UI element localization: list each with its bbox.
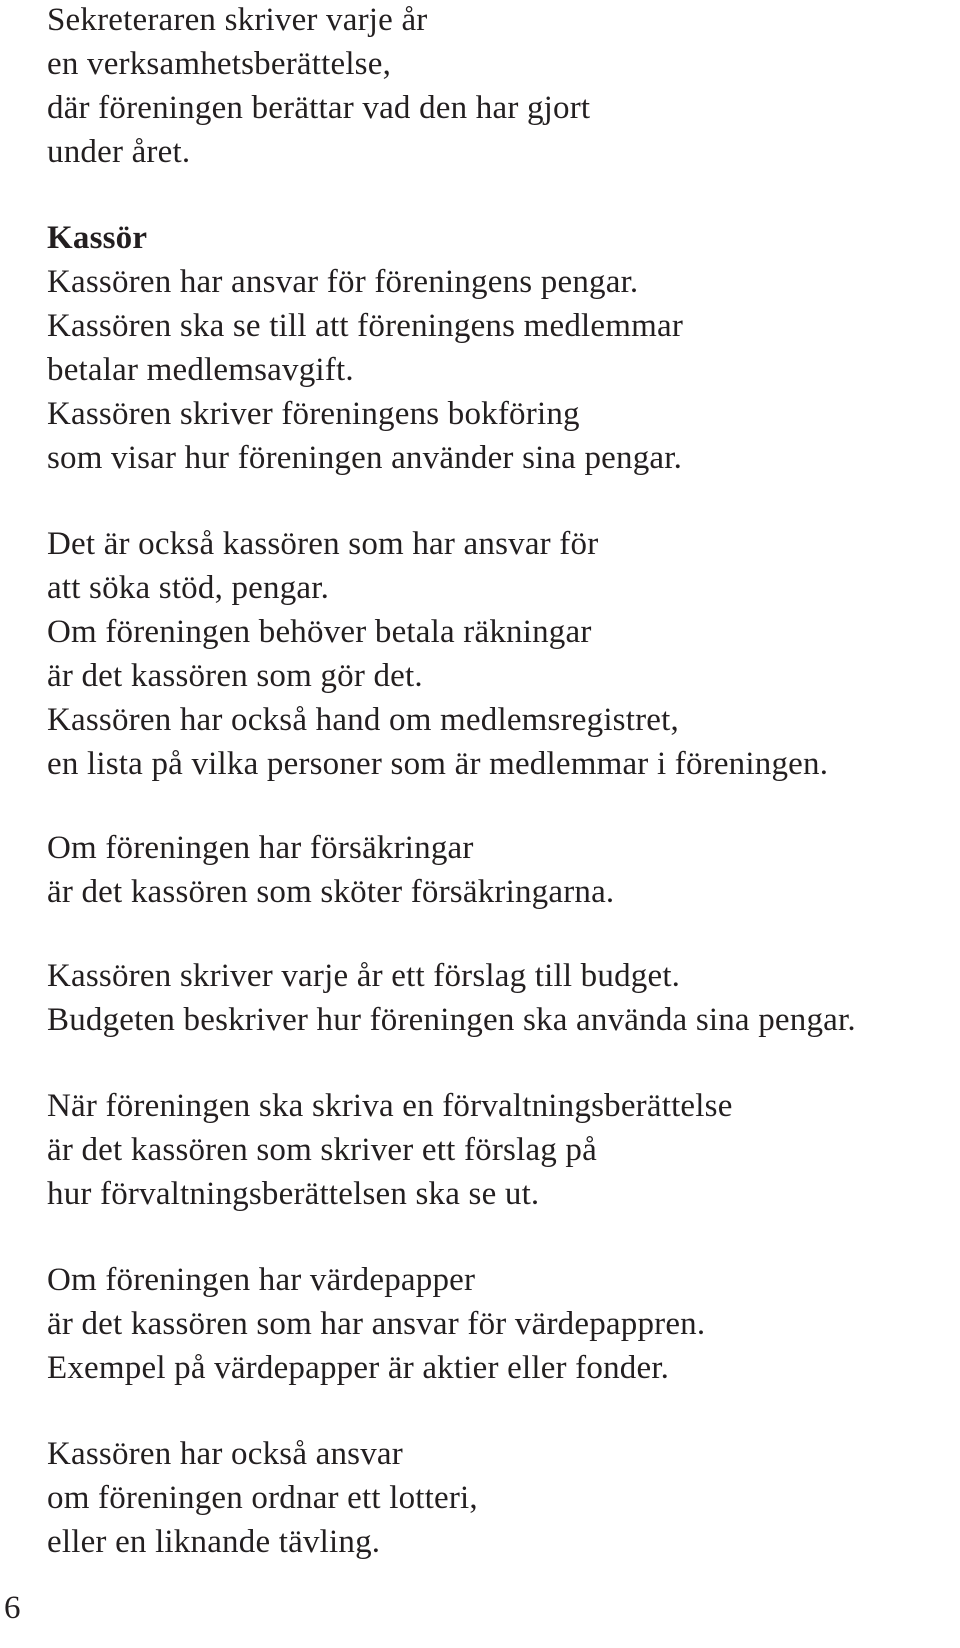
text-line: en lista på vilka personer som är medlemmar i föreningen.: [47, 746, 829, 782]
text-line: Om föreningen har försäkringar: [47, 830, 474, 866]
text-line: där föreningen berättar vad den har gjort: [47, 90, 591, 126]
text-line: att söka stöd, pengar.: [47, 570, 330, 606]
text-line: Kassören har också ansvar: [47, 1436, 403, 1472]
text-line: är det kassören som skriver ett förslag på: [47, 1132, 597, 1168]
text-line: När föreningen ska skriva en förvaltningsberättelse: [47, 1088, 733, 1124]
text-line: Exempel på värdepapper är aktier eller fonder.: [47, 1350, 670, 1386]
text-line: eller en liknande tävling.: [47, 1524, 381, 1560]
text-line: Kassören har ansvar för föreningens pengar.: [47, 264, 639, 300]
text-line: Kassören har också hand om medlemsregistret,: [47, 702, 679, 738]
text-line: Budgeten beskriver hur föreningen ska använda sina pengar.: [47, 1002, 856, 1038]
section-heading: Kassör: [47, 220, 148, 256]
text-line: Sekreteraren skriver varje år: [47, 2, 428, 38]
text-line: Kassören ska se till att föreningens medlemmar: [47, 308, 684, 344]
text-line: Kassören skriver varje år ett förslag till budget.: [47, 958, 681, 994]
text-line: hur förvaltningsberättelsen ska se ut.: [47, 1176, 540, 1212]
text-line: under året.: [47, 134, 191, 170]
text-line: är det kassören som gör det.: [47, 658, 423, 694]
text-line: Det är också kassören som har ansvar för: [47, 526, 599, 562]
text-line: Kassören skriver föreningens bokföring: [47, 396, 580, 432]
text-line: Om föreningen behöver betala räkningar: [47, 614, 592, 650]
text-line: Om föreningen har värdepapper: [47, 1262, 476, 1298]
text-line: en verksamhetsberättelse,: [47, 46, 392, 82]
text-line: om föreningen ordnar ett lotteri,: [47, 1480, 478, 1516]
text-line: är det kassören som har ansvar för värdepappren.: [47, 1306, 706, 1342]
page-number: 6: [4, 1590, 21, 1626]
text-line: som visar hur föreningen använder sina pengar.: [47, 440, 683, 476]
text-line: betalar medlemsavgift.: [47, 352, 354, 388]
text-line: är det kassören som sköter försäkringarna.: [47, 874, 615, 910]
